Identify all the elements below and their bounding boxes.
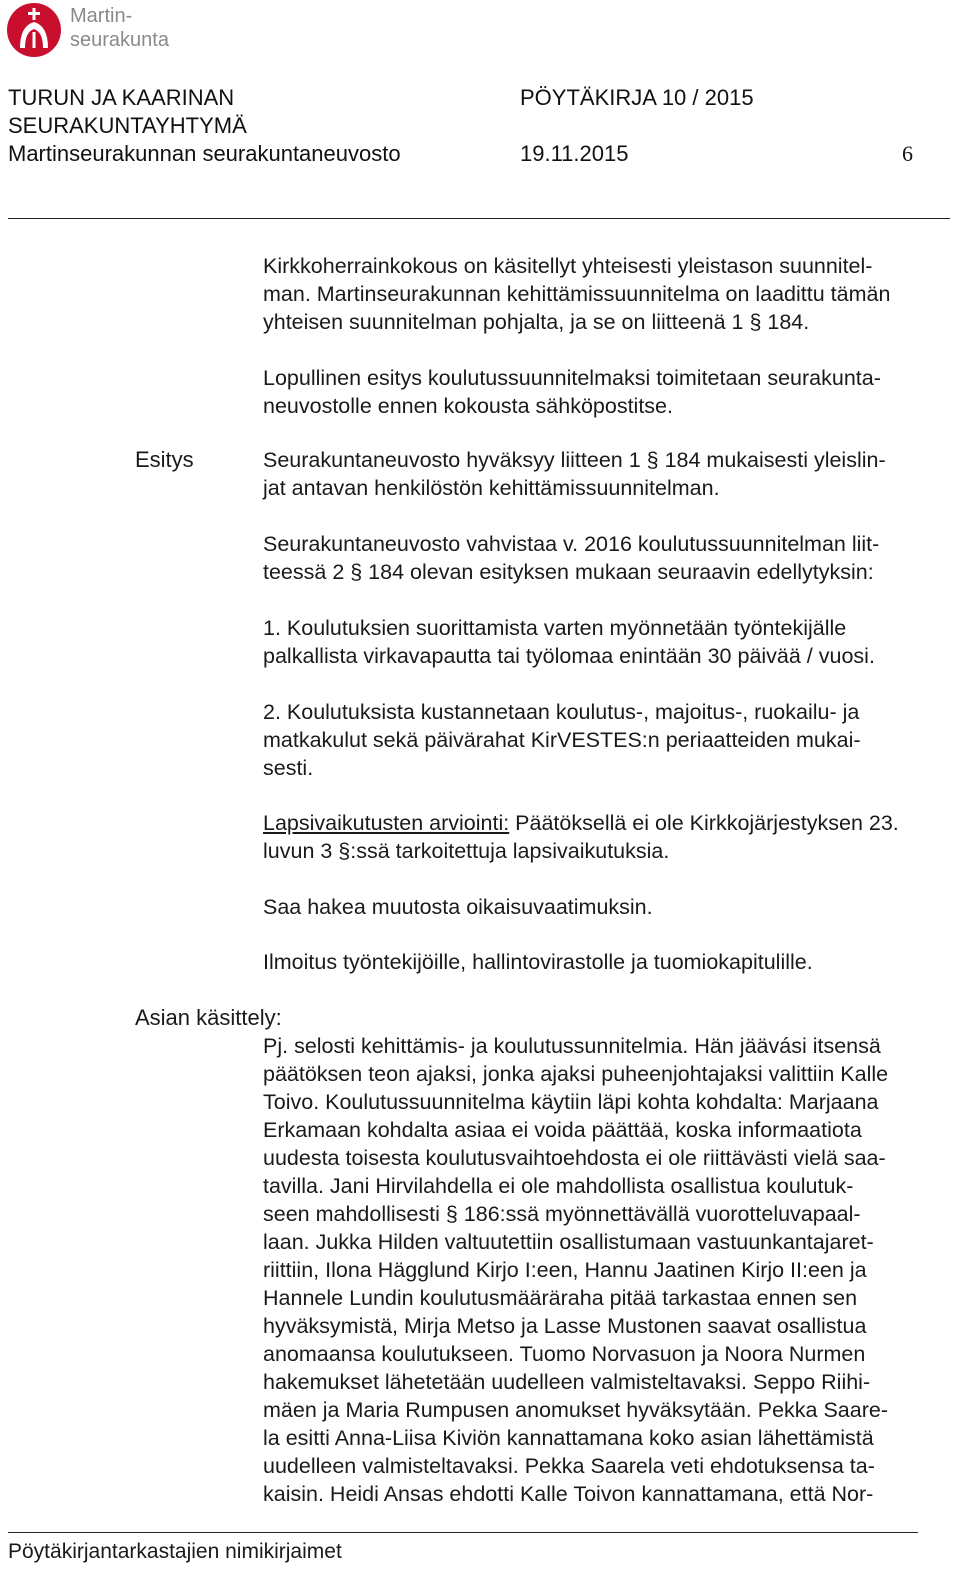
text-line: tavilla. Jani Hirvilahdella ei ole mahdollista osallistua koulutuk- [263, 1174, 854, 1198]
text-line: riittiin, Ilona Hägglund Kirjo I:een, Hannu Jaatinen Kirjo II:een ja [263, 1258, 867, 1282]
text-line: luvun 3 §:ssä tarkoitettuja lapsivaikutuksia. [263, 839, 670, 863]
text-line: Pj. selosti kehittämis- ja koulutussunnitelmia. Hän jäävási itsensä [263, 1034, 881, 1058]
text-line: neuvostolle ennen kokousta sähköpostitse. [263, 394, 673, 418]
paragraph-2 [263, 364, 955, 420]
paragraph-4 [263, 530, 955, 586]
condition-1 [263, 614, 955, 670]
text-line: anomaansa koulutukseen. Tuomo Norvasuon ja Noora Nurmen [263, 1342, 866, 1366]
council-name: Martinseurakunnan seurakuntaneuvosto [8, 141, 401, 166]
text-line: Toivo. Koulutussuunnitelma käytiin läpi kohta kohdalta: Marjaana [263, 1090, 879, 1114]
text-line: jat antavan henkilöstön kehittämissuunnitelman. [263, 476, 720, 500]
handling-paragraph [263, 1032, 955, 1508]
document-title: PÖYTÄKIRJA 10 / 2015 [520, 85, 754, 110]
child-impact-heading: Lapsivaikutusten arviointi: [263, 811, 510, 835]
organization-name-line-2: SEURAKUNTAYHTYMÄ [8, 113, 247, 138]
meeting-date: 19.11.2015 [520, 141, 629, 166]
logo-line-2: seurakunta [70, 29, 169, 51]
text-line: 2. Koulutuksista kustannetaan koulutus-, majoitus-, ruokailu- ja [263, 700, 860, 724]
text-line: la esitti Anna-Liisa Kiviön kannattamana koko asian lähettämistä [263, 1426, 874, 1450]
text-line: uudelleen valmisteltavaksi. Pekka Saarela veti ehdotuksensa ta- [263, 1454, 875, 1478]
text-line: hakemukset lähetetään uudelleen valmisteltavaksi. Seppo Riihi- [263, 1370, 871, 1394]
paragraph-1 [263, 252, 955, 336]
text-line: sesti. [263, 756, 314, 780]
condition-2 [263, 698, 955, 782]
proposal-label: Esitys [135, 447, 194, 472]
footer-divider [8, 1532, 918, 1533]
organization-logo [6, 2, 186, 58]
appeal-notice [263, 893, 955, 921]
text-line: man. Martinseurakunnan kehittämissuunnitelma on laadittu tämän [263, 282, 891, 306]
logo-wordmark [70, 4, 169, 52]
text-line: uudesta toisesta koulutusvaihtoehdosta ei ole riittävästi vielä saa- [263, 1146, 886, 1170]
header-divider [8, 218, 950, 219]
text-line: matkakulut sekä päivärahat KirVESTES:n periaatteiden mukai- [263, 728, 861, 752]
logo-line-1: Martin- [70, 5, 133, 27]
church-logo-icon [6, 2, 62, 58]
child-impact-text: Päätöksellä ei ole Kirkkojärjestyksen 23. [509, 811, 899, 835]
paragraph-3 [263, 446, 955, 502]
text-line: mäen ja Maria Rumpusen anomukset hyväksytään. Pekka Saare- [263, 1398, 889, 1422]
text-line: laan. Jukka Hilden valtuutettiin osallistumaan vastuunkantajaret- [263, 1230, 874, 1254]
text-line: 1. Koulutuksien suorittamista varten myönnetään työntekijälle [263, 616, 847, 640]
page-number: 6 [902, 141, 913, 166]
text-line: Seurakuntaneuvosto vahvistaa v. 2016 koulutussuunnitelman liit- [263, 532, 880, 556]
text-line: Hannele Lundin koulutusmääräraha pitää tarkastaa ennen sen [263, 1286, 858, 1310]
text-line: Lopullinen esitys koulutussuunnitelmaksi toimitetaan seurakunta- [263, 366, 881, 390]
text-line: hyväksymistä, Mirja Metso ja Lasse Mustonen saavat osallistua [263, 1314, 867, 1338]
text-line: kaisin. Heidi Ansas ehdotti Kalle Toivon kannattamana, että Nor- [263, 1482, 874, 1506]
text-line: seen mahdollisesti § 186:ssä myönnettävällä vuorotteluvapaal- [263, 1202, 861, 1226]
text-line: päätöksen teon ajaksi, jonka ajaksi puheenjohtajaksi valittiin Kalle [263, 1062, 889, 1086]
text-line: Saa hakea muutosta oikaisuvaatimuksin. [263, 895, 653, 919]
notification-recipients [263, 948, 955, 976]
handling-label: Asian käsittely: [135, 1005, 282, 1030]
text-line: Ilmoitus työntekijöille, hallintovirastolle ja tuomiokapitulille. [263, 950, 813, 974]
text-line [263, 809, 955, 837]
footer-initials-label: Pöytäkirjantarkastajien nimikirjaimet [8, 1540, 342, 1563]
text-line: Seurakuntaneuvosto hyväksyy liitteen 1 § 184 mukaisesti yleislin- [263, 448, 886, 472]
text-line: Erkamaan kohdalta asiaa ei voida päättää, koska informaatiota [263, 1118, 862, 1142]
text-line: teessä 2 § 184 olevan esityksen mukaan seuraavin edellytyksin: [263, 560, 874, 584]
organization-name-line-1: TURUN JA KAARINAN [8, 85, 235, 110]
text-line: yhteisen suunnitelman pohjalta, ja se on liitteenä 1 § 184. [263, 310, 810, 334]
text-line: palkallista virkavapautta tai työlomaa enintään 30 päivää / vuosi. [263, 644, 875, 668]
text-line: Kirkkoherrainkokous on käsitellyt yhteisesti yleistason suunnitel- [263, 254, 873, 278]
child-impact-assessment [263, 809, 955, 865]
